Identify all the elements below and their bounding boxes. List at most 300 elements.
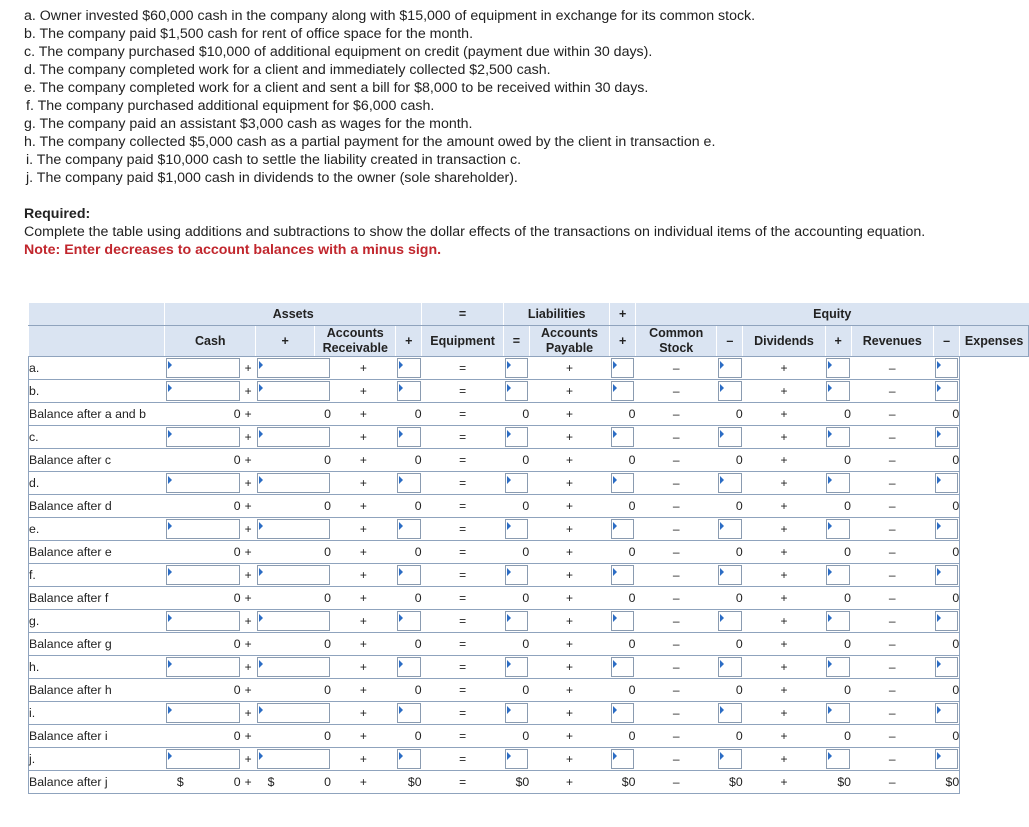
accounting-equation-table [28,303,1029,794]
balance-row [29,587,1029,610]
input-box[interactable] [611,381,635,401]
col-revenues: Revenues [851,326,934,357]
balance-value: 0 [717,541,743,564]
balance-value: 0 [256,449,331,472]
amount-input[interactable] [256,426,331,449]
operator: + [529,679,609,702]
operator: + [331,656,396,679]
balance-value: 0 [165,495,241,518]
operator: + [529,495,609,518]
operator: + [529,426,609,449]
operator: + [331,564,396,587]
input-box[interactable] [397,519,421,539]
operator: + [743,380,826,403]
amount-input[interactable] [504,656,530,679]
operator: – [635,541,717,564]
balance-value: 0 [165,587,241,610]
amount-input[interactable] [717,564,743,587]
operator: + [529,403,609,426]
amount-input[interactable] [504,426,530,449]
amount-input[interactable] [934,702,960,725]
input-box[interactable] [718,519,742,539]
operator: + [241,495,256,518]
op-header: – [934,326,960,357]
amount-input[interactable] [396,564,422,587]
balance-value [934,771,960,794]
row-label: i. [29,702,165,725]
amount-input[interactable] [165,610,241,633]
amount-input[interactable] [396,702,422,725]
amount-input[interactable] [165,357,241,380]
input-box[interactable] [611,703,635,723]
operator: + [241,472,256,495]
amount-input[interactable] [934,748,960,771]
input-box[interactable] [718,427,742,447]
input-box[interactable] [718,381,742,401]
input-box[interactable] [505,519,529,539]
amount-input[interactable] [610,748,636,771]
amount-input[interactable] [396,472,422,495]
input-box[interactable] [718,749,742,769]
required-section [24,205,984,259]
input-box[interactable] [166,657,240,677]
amount-input[interactable] [717,518,743,541]
operator: + [743,656,826,679]
amount-input[interactable] [165,380,241,403]
amount-input[interactable] [610,656,636,679]
amount-input[interactable] [610,564,636,587]
amount-input[interactable] [934,472,960,495]
balance-row [29,725,1029,748]
balance-amount: 0 [324,775,331,789]
input-box[interactable] [397,358,421,378]
operator: – [635,403,717,426]
amount-input[interactable] [825,357,851,380]
input-box[interactable] [718,358,742,378]
input-box[interactable] [935,565,959,585]
input-box[interactable] [257,749,330,769]
input-box[interactable] [257,358,330,378]
amount-input[interactable] [165,656,241,679]
operator: = [422,679,504,702]
operator: – [635,472,717,495]
input-box[interactable] [611,749,635,769]
amount-input[interactable] [504,518,530,541]
operator: – [635,702,717,725]
input-box[interactable] [505,749,529,769]
operator: + [331,495,396,518]
op-header: = [504,326,530,357]
input-box[interactable] [505,358,529,378]
header-row-groups [29,303,1029,326]
operator: + [529,748,609,771]
input-box[interactable] [826,565,850,585]
balance-value: 0 [396,495,422,518]
operator: – [851,426,934,449]
amount-input[interactable] [825,748,851,771]
balance-value: 0 [717,633,743,656]
operator: + [743,633,826,656]
amount-input[interactable] [256,357,331,380]
required-heading: Required: [24,206,91,222]
balance-value: 0 [610,587,636,610]
amount-input[interactable] [396,610,422,633]
operator: – [851,472,934,495]
balance-value: 0 [825,541,851,564]
input-box[interactable] [935,703,959,723]
input-box[interactable] [935,519,959,539]
amount-input[interactable] [717,380,743,403]
input-box[interactable] [397,473,421,493]
operator: – [851,403,934,426]
balance-row [29,633,1029,656]
input-box[interactable] [718,657,742,677]
input-row [29,610,1029,633]
amount-input[interactable] [610,472,636,495]
input-box[interactable] [935,657,959,677]
operator: + [331,679,396,702]
operator: + [241,564,256,587]
input-box[interactable] [505,565,529,585]
amount-input[interactable] [825,702,851,725]
currency-symbol: $ [837,775,845,789]
amount-input[interactable] [504,610,530,633]
input-box[interactable] [935,611,959,631]
operator: – [635,518,717,541]
operator: – [851,725,934,748]
operator: + [241,679,256,702]
balance-value [256,771,331,794]
input-box[interactable] [166,427,240,447]
amount-input[interactable] [610,426,636,449]
input-box[interactable] [826,473,850,493]
amount-input[interactable] [825,564,851,587]
op-header: + [610,326,636,357]
balance-value: 0 [396,403,422,426]
operator: = [422,771,504,794]
input-box[interactable] [166,703,240,723]
operator: – [851,449,934,472]
input-box[interactable] [166,473,240,493]
balance-value: 0 [256,679,331,702]
operator: – [635,610,717,633]
operator: + [743,702,826,725]
input-box[interactable] [505,381,529,401]
amount-input[interactable] [396,426,422,449]
amount-input[interactable] [825,656,851,679]
input-box[interactable] [397,703,421,723]
balance-value: 0 [825,403,851,426]
input-box[interactable] [397,381,421,401]
operator: + [331,587,396,610]
amount-input[interactable] [396,380,422,403]
amount-input[interactable] [717,426,743,449]
input-box[interactable] [611,519,635,539]
input-box[interactable] [611,565,635,585]
operator: = [422,702,504,725]
amount-input[interactable] [610,610,636,633]
balance-value: 0 [504,541,530,564]
balance-value: 0 [610,449,636,472]
col-cash: Cash [165,326,256,357]
currency-symbol: $ [728,775,736,789]
balance-value: 0 [934,679,960,702]
input-box[interactable] [397,657,421,677]
balance-value: 0 [934,541,960,564]
operator: + [331,357,396,380]
balance-value: 0 [256,403,331,426]
operator: + [529,564,609,587]
amount-input[interactable] [396,518,422,541]
currency-symbol: $ [945,775,953,789]
row-label: b. [29,380,165,403]
input-box[interactable] [397,749,421,769]
input-box[interactable] [505,611,529,631]
input-box[interactable] [826,703,850,723]
balance-value: 0 [396,449,422,472]
balance-value: 0 [610,403,636,426]
input-box[interactable] [611,358,635,378]
input-box[interactable] [397,565,421,585]
input-box[interactable] [826,519,850,539]
balance-value: 0 [256,541,331,564]
input-box[interactable] [397,427,421,447]
operator: – [635,357,717,380]
amount-input[interactable] [165,702,241,725]
amount-input[interactable] [717,357,743,380]
input-box[interactable] [718,611,742,631]
amount-input[interactable] [610,702,636,725]
amount-input[interactable] [934,357,960,380]
amount-input[interactable] [165,564,241,587]
balance-value: 0 [504,725,530,748]
input-box[interactable] [166,749,240,769]
balance-value: 0 [504,449,530,472]
transaction-item: c. The company purchased $10,000 of additional equipment on credit (payment due within 30 days). [24,44,653,60]
operator: + [331,748,396,771]
amount-input[interactable] [934,610,960,633]
amount-input[interactable] [825,426,851,449]
input-box[interactable] [935,749,959,769]
amount-input[interactable] [256,472,331,495]
operator: + [743,426,826,449]
amount-input[interactable] [717,702,743,725]
input-box[interactable] [505,473,529,493]
amount-input[interactable] [256,610,331,633]
amount-input[interactable] [825,518,851,541]
balance-value [165,771,241,794]
input-box[interactable] [611,427,635,447]
amount-input[interactable] [934,426,960,449]
amount-input[interactable] [934,656,960,679]
input-box[interactable] [826,427,850,447]
col-accounts-receivable: Accounts Receivable [315,326,396,357]
input-box[interactable] [718,565,742,585]
input-box[interactable] [397,611,421,631]
amount-input[interactable] [504,472,530,495]
operator: = [422,748,504,771]
amount-input[interactable] [934,380,960,403]
amount-input[interactable] [504,748,530,771]
input-box[interactable] [257,657,330,677]
balance-value: 0 [610,495,636,518]
row-label: a. [29,357,165,380]
input-box[interactable] [505,657,529,677]
input-box[interactable] [935,427,959,447]
transaction-item: j. The company paid $1,000 cash in dividends to the owner (sole shareholder). [26,170,518,186]
input-box[interactable] [505,703,529,723]
amount-input[interactable] [396,357,422,380]
amount-input[interactable] [396,748,422,771]
balance-value: 0 [717,495,743,518]
input-box[interactable] [257,427,330,447]
operator: + [241,426,256,449]
amount-input[interactable] [256,748,331,771]
amount-input[interactable] [717,610,743,633]
balance-row [29,771,1029,794]
balance-amount: 0 [628,775,636,789]
operator: – [635,771,717,794]
balance-value: 0 [256,495,331,518]
amount-input[interactable] [825,380,851,403]
operator: + [743,472,826,495]
balance-value: 0 [717,587,743,610]
amount-input[interactable] [610,380,636,403]
input-box[interactable] [611,657,635,677]
currency-symbol: $ [621,775,629,789]
amount-input[interactable] [610,518,636,541]
row-label: Balance after j [29,771,165,794]
input-box[interactable] [166,565,240,585]
operator: + [241,403,256,426]
balance-value [610,771,636,794]
input-box[interactable] [826,749,850,769]
input-box[interactable] [611,611,635,631]
liabilities-header: Liabilities [504,303,610,326]
amount-input[interactable] [504,564,530,587]
operator: + [331,725,396,748]
amount-input[interactable] [256,380,331,403]
input-box[interactable] [718,473,742,493]
operator: + [331,426,396,449]
amount-input[interactable] [717,656,743,679]
balance-value: 0 [165,633,241,656]
input-box[interactable] [257,519,330,539]
row-label: Balance after e [29,541,165,564]
amount-input[interactable] [825,472,851,495]
input-box[interactable] [257,611,330,631]
amount-input[interactable] [165,518,241,541]
amount-input[interactable] [934,518,960,541]
balance-value: 0 [396,587,422,610]
required-text: Complete the table using additions and subtractions to show the dollar effects of the transactions on individual items of the accounting equation. [24,224,926,240]
input-box[interactable] [257,703,330,723]
operator: = [422,725,504,748]
input-box[interactable] [257,381,330,401]
operator: + [331,449,396,472]
balance-value: 0 [165,449,241,472]
operator: = [422,564,504,587]
amount-input[interactable] [165,472,241,495]
amount-input[interactable] [256,518,331,541]
balance-value: 0 [934,587,960,610]
transaction-item: d. The company completed work for a client and immediately collected $2,500 cash. [24,62,551,78]
transaction-item: g. The company paid an assistant $3,000 cash as wages for the month. [24,116,473,132]
amount-input[interactable] [165,748,241,771]
balance-value [825,771,851,794]
amount-input[interactable] [504,357,530,380]
amount-input[interactable] [717,472,743,495]
input-box[interactable] [935,381,959,401]
operator: – [851,610,934,633]
balance-value: 0 [256,725,331,748]
input-box[interactable] [826,657,850,677]
operator: = [422,426,504,449]
row-label: d. [29,472,165,495]
operator: = [422,541,504,564]
input-row [29,380,1029,403]
amount-input[interactable] [504,702,530,725]
amount-input[interactable] [396,656,422,679]
operator: – [851,518,934,541]
amount-input[interactable] [504,380,530,403]
input-box[interactable] [505,427,529,447]
balance-value: 0 [717,725,743,748]
amount-input[interactable] [934,564,960,587]
input-box[interactable] [826,381,850,401]
input-box[interactable] [257,565,330,585]
amount-input[interactable] [256,656,331,679]
input-box[interactable] [166,519,240,539]
operator: + [743,564,826,587]
input-box[interactable] [935,358,959,378]
amount-input[interactable] [610,357,636,380]
operator: – [851,380,934,403]
operator: – [635,380,717,403]
balance-value: 0 [396,679,422,702]
input-box[interactable] [257,473,330,493]
transaction-item: e. The company completed work for a client and sent a bill for $8,000 to be received within 30 days. [24,80,649,96]
input-box[interactable] [611,473,635,493]
equity-header: Equity [635,303,1028,326]
operator: + [743,357,826,380]
input-box[interactable] [166,611,240,631]
input-box[interactable] [166,358,240,378]
row-label: Balance after i [29,725,165,748]
operator: – [851,679,934,702]
amount-input[interactable] [256,702,331,725]
amount-input[interactable] [256,564,331,587]
balance-value: 0 [717,403,743,426]
balance-value: 0 [825,725,851,748]
op-header: + [825,326,851,357]
op-header: + [256,326,315,357]
operator: – [851,771,934,794]
amount-input[interactable] [165,426,241,449]
operator: + [743,495,826,518]
input-box[interactable] [935,473,959,493]
input-box[interactable] [826,358,850,378]
operator: + [331,380,396,403]
amount-input[interactable] [825,610,851,633]
row-label: Balance after f [29,587,165,610]
input-box[interactable] [718,703,742,723]
amount-input[interactable] [717,748,743,771]
input-box[interactable] [166,381,240,401]
input-box[interactable] [826,611,850,631]
operator: + [529,633,609,656]
required-note: Note: Enter decreases to account balances with a minus sign. [24,242,442,258]
